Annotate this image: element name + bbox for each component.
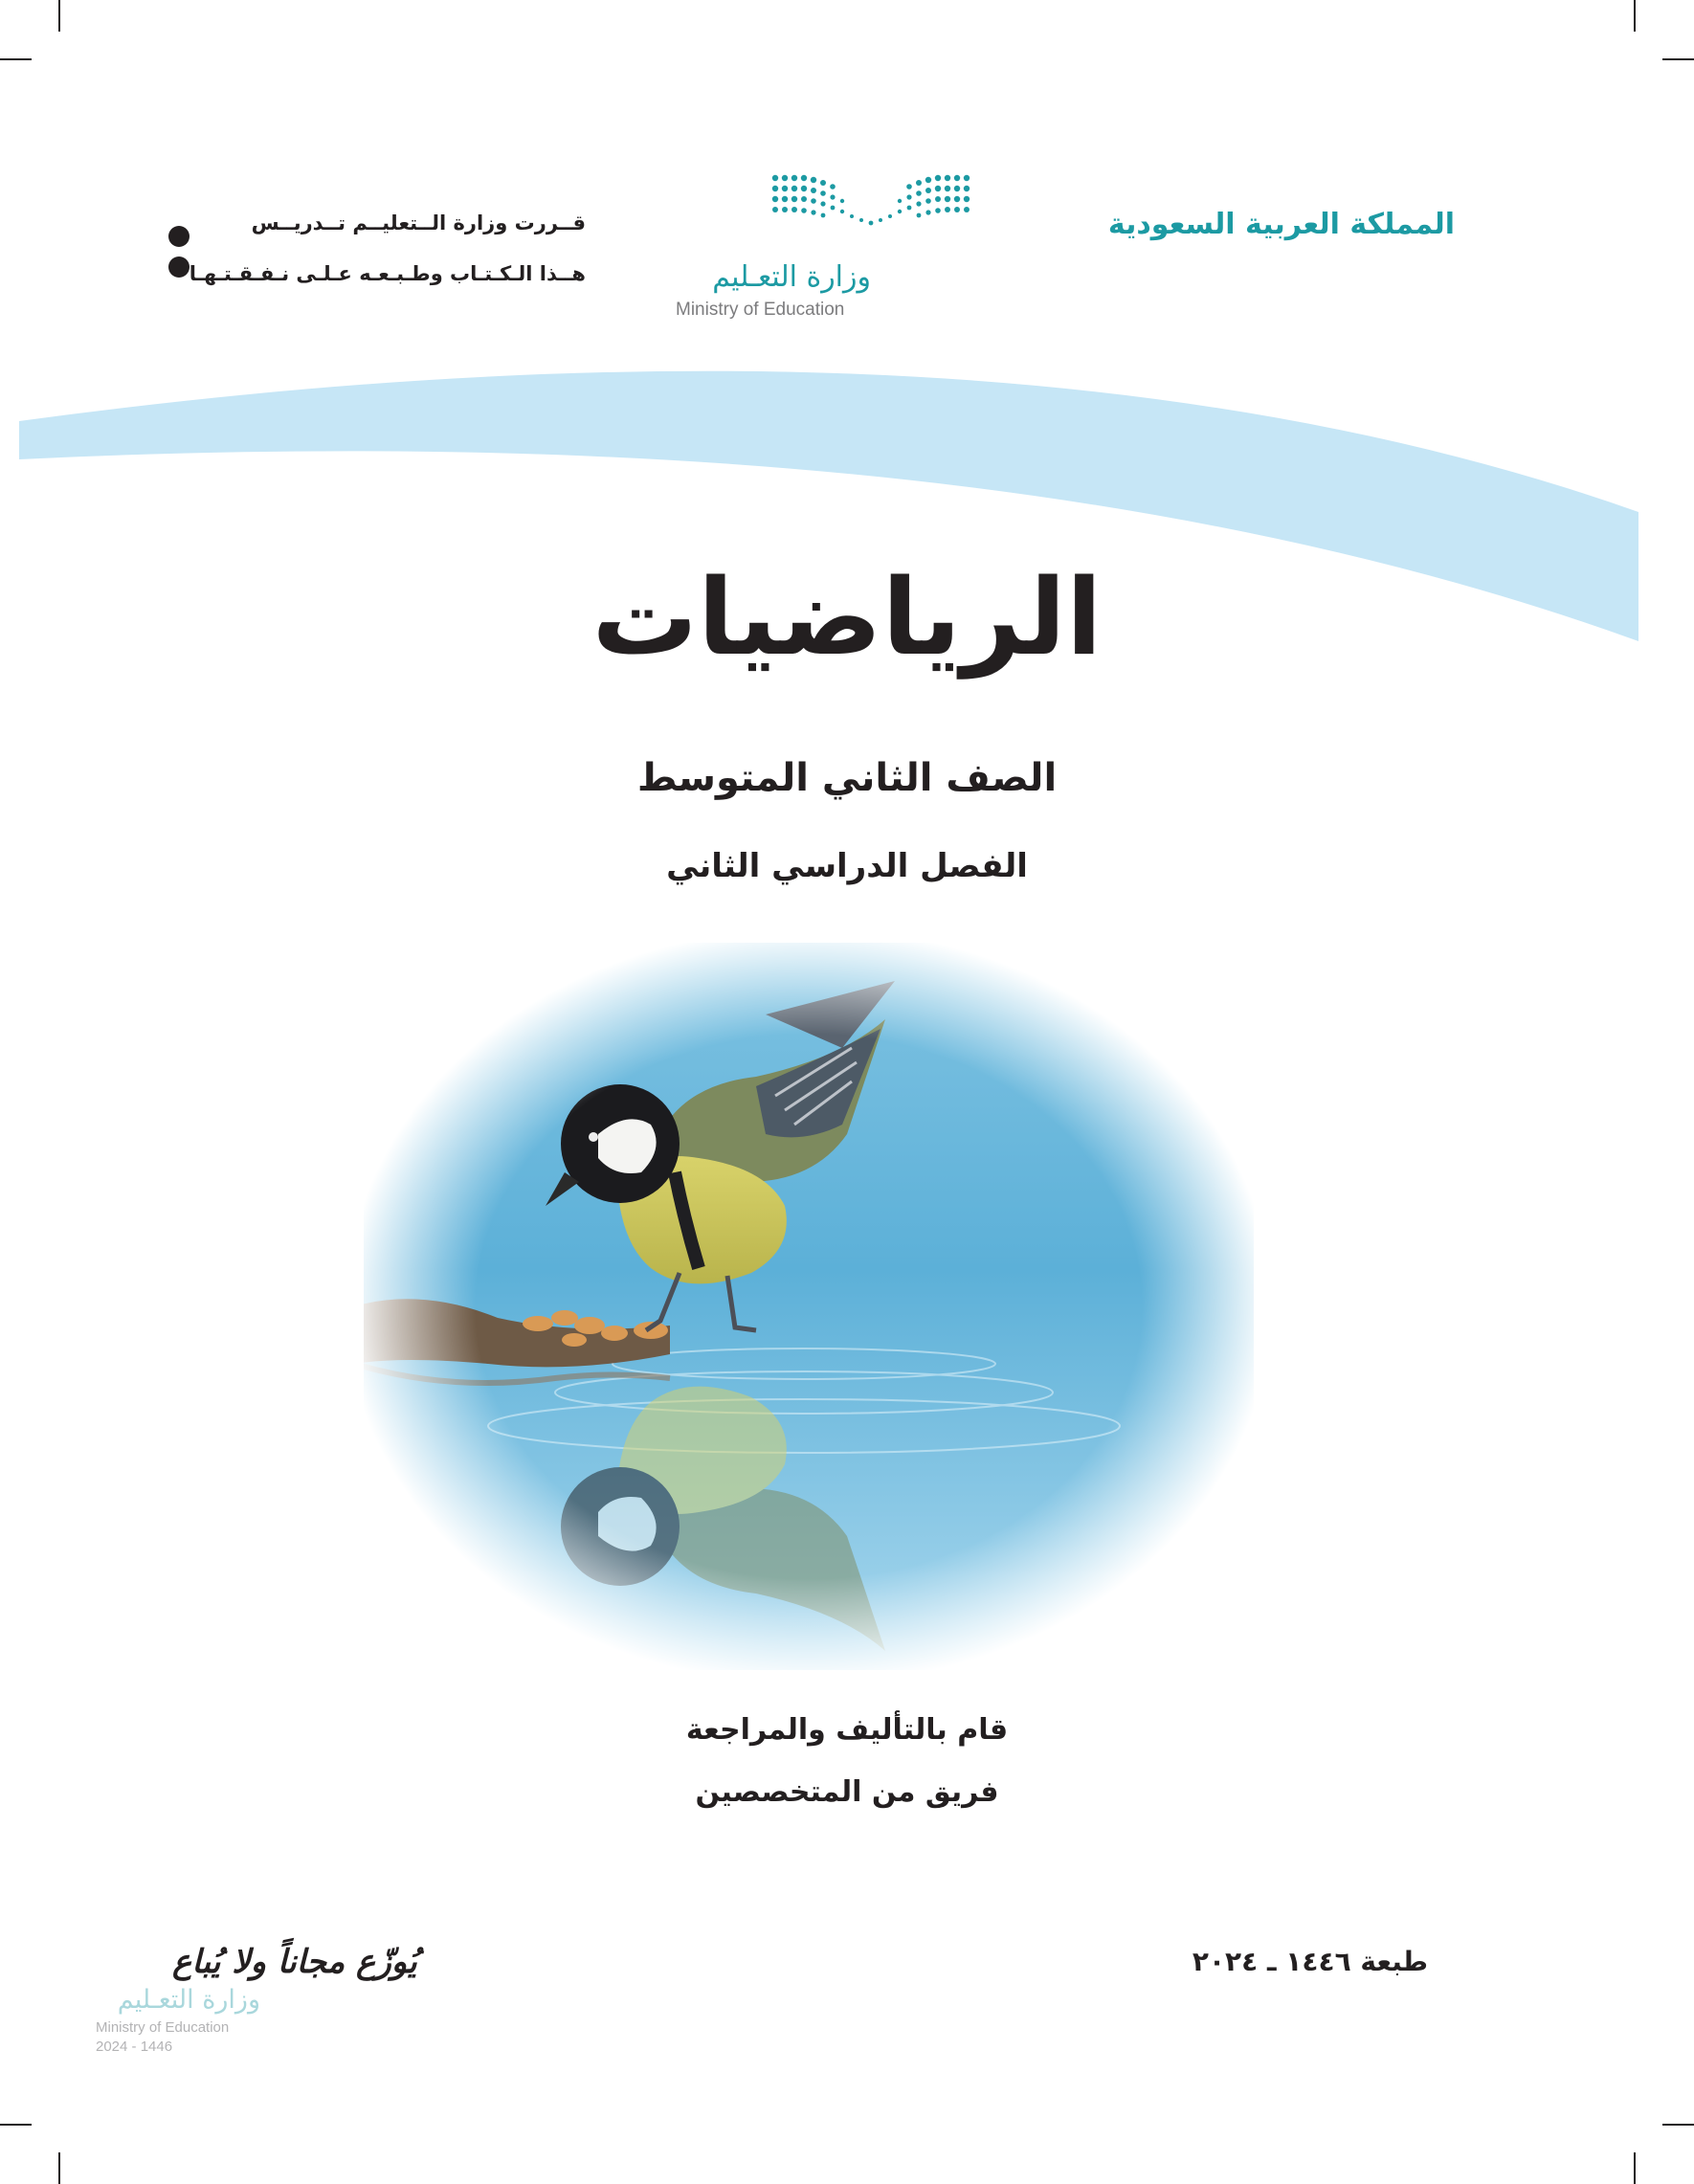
semester: الفصل الدراسي الثاني (666, 847, 1028, 885)
decree-line-1: قــررت وزارة الــتعليــم تــدريــس (251, 212, 586, 234)
ministry-logo-icon (771, 172, 970, 228)
watermark-ministry-english: Ministry of Education (96, 2019, 230, 2036)
authoring-team: فريق من المتخصصين (695, 1775, 999, 1809)
grade-level: الصف الثاني المتوسط (636, 756, 1058, 800)
watermark-ministry-arabic: وزارة التعـليم (117, 1985, 260, 2015)
crop-mark-top-right-v (1634, 0, 1636, 32)
crop-mark-top-right-h (1662, 58, 1694, 60)
ministry-name-arabic: وزارة التعـليم (712, 260, 871, 294)
crop-mark-bottom-left-h (0, 2124, 32, 2126)
free-distribution-note: يُوزّع مجاناً ولا يُباع (172, 1943, 417, 1981)
bird-photo-image (364, 943, 1254, 1670)
authoring-credit: قام بالتأليف والمراجعة (685, 1713, 1009, 1747)
ministry-name-english: Ministry of Education (676, 300, 845, 320)
crop-mark-bottom-right-v (1634, 2152, 1636, 2184)
crop-mark-top-left-v (58, 0, 60, 32)
watermark-year: 2024 - 1446 (96, 2039, 173, 2055)
bullet-dot-icon (168, 256, 189, 278)
edition-year: طبعة ١٤٤٦ ـ ٢٠٢٤ (1192, 1946, 1428, 1977)
kingdom-name: المملكة العربية السعودية (1107, 208, 1455, 241)
decree-line-2: هــذا الـكـتـاب وطـبـعـه عـلـى نـفـقـتـهـا (189, 262, 586, 285)
crop-mark-top-left-h (0, 58, 32, 60)
bullet-dot-icon (168, 226, 189, 247)
crop-mark-bottom-left-v (58, 2152, 60, 2184)
crop-mark-bottom-right-h (1662, 2124, 1694, 2126)
book-title: الرياضيات (591, 556, 1103, 679)
